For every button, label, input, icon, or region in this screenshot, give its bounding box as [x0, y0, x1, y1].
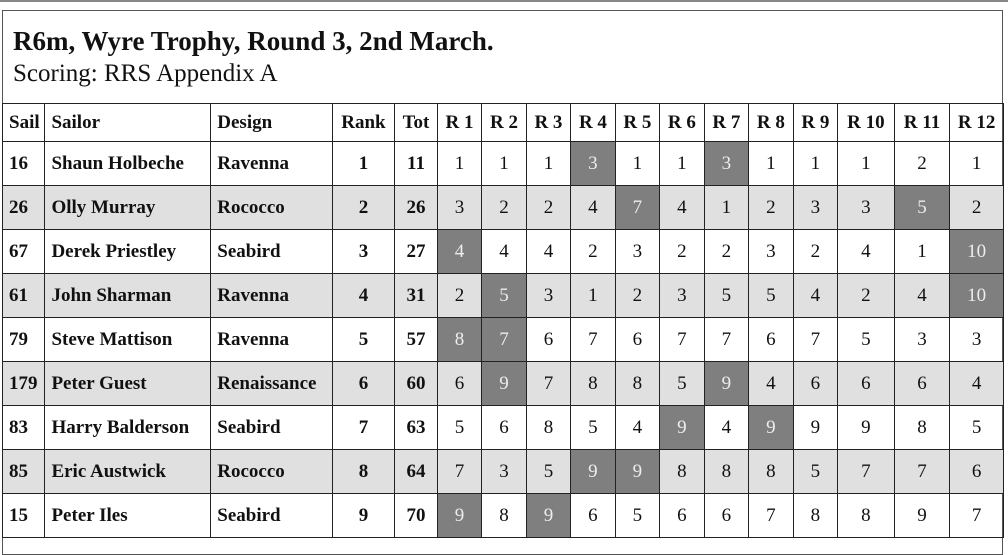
column-header: R 7	[704, 104, 748, 142]
sailor-name-cell: Peter Iles	[45, 494, 211, 538]
total-cell: 70	[395, 494, 437, 538]
column-header: R 4	[571, 104, 615, 142]
race-score-cell: 9	[838, 406, 895, 450]
race-score-discarded-cell: 7	[615, 186, 659, 230]
table-row	[3, 186, 1004, 230]
race-score-discarded-cell: 5	[894, 186, 950, 230]
table-row	[3, 142, 1004, 186]
race-score-discarded-cell: 10	[950, 274, 1004, 318]
race-score-cell: 6	[615, 318, 659, 362]
design-cell: Ravenna	[211, 142, 332, 186]
total-cell: 27	[395, 230, 437, 274]
column-header: R 12	[950, 104, 1004, 142]
race-score-discarded-cell: 9	[749, 406, 793, 450]
race-score-cell: 4	[482, 230, 526, 274]
race-score-cell: 2	[526, 186, 570, 230]
sail-number-cell: 26	[3, 186, 45, 230]
rank-cell: 4	[332, 274, 395, 318]
race-score-cell: 2	[793, 230, 837, 274]
race-score-cell: 5	[660, 362, 704, 406]
race-score-cell: 5	[838, 318, 895, 362]
race-score-discarded-cell: 7	[482, 318, 526, 362]
results-table	[2, 103, 1004, 538]
header-row	[3, 104, 1004, 142]
column-header: Sail	[3, 104, 45, 142]
rank-cell: 3	[332, 230, 395, 274]
table-row	[3, 406, 1004, 450]
table-row	[3, 494, 1004, 538]
race-score-cell: 7	[660, 318, 704, 362]
sail-number-cell: 67	[3, 230, 45, 274]
race-score-cell: 8	[838, 494, 895, 538]
race-score-cell: 1	[749, 142, 793, 186]
race-score-cell: 9	[894, 494, 950, 538]
column-header: Design	[211, 104, 332, 142]
rank-cell: 5	[332, 318, 395, 362]
race-score-cell: 8	[749, 450, 793, 494]
column-header: R 10	[838, 104, 895, 142]
race-score-cell: 1	[437, 142, 481, 186]
results-header	[3, 11, 1002, 89]
table-row	[3, 230, 1004, 274]
race-score-cell: 6	[704, 494, 748, 538]
sail-number-cell: 85	[3, 450, 45, 494]
column-header: R 6	[660, 104, 704, 142]
sail-number-cell: 179	[3, 362, 45, 406]
rank-cell: 9	[332, 494, 395, 538]
sail-number-cell: 83	[3, 406, 45, 450]
race-score-cell: 8	[894, 406, 950, 450]
race-score-cell: 3	[749, 230, 793, 274]
results-panel	[2, 10, 1003, 555]
race-score-cell: 8	[482, 494, 526, 538]
race-score-cell: 3	[437, 186, 481, 230]
sailor-name-cell: Eric Austwick	[45, 450, 211, 494]
race-score-cell: 7	[838, 450, 895, 494]
race-score-cell: 1	[571, 274, 615, 318]
race-score-cell: 3	[838, 186, 895, 230]
rank-cell: 6	[332, 362, 395, 406]
race-score-cell: 2	[571, 230, 615, 274]
column-header: R 2	[482, 104, 526, 142]
table-row	[3, 362, 1004, 406]
race-score-cell: 6	[526, 318, 570, 362]
race-score-cell: 1	[838, 142, 895, 186]
race-score-cell: 7	[526, 362, 570, 406]
total-cell: 11	[395, 142, 437, 186]
race-score-cell: 5	[749, 274, 793, 318]
race-score-cell: 2	[615, 274, 659, 318]
table-row	[3, 274, 1004, 318]
top-rule	[0, 0, 1008, 2]
race-score-cell: 4	[615, 406, 659, 450]
race-score-cell: 4	[526, 230, 570, 274]
sail-number-cell: 16	[3, 142, 45, 186]
race-score-discarded-cell: 9	[526, 494, 570, 538]
race-score-discarded-cell: 9	[615, 450, 659, 494]
race-score-cell: 8	[704, 450, 748, 494]
column-header: R 5	[615, 104, 659, 142]
race-score-cell: 7	[950, 494, 1004, 538]
race-score-cell: 5	[793, 450, 837, 494]
race-score-cell: 4	[793, 274, 837, 318]
column-header: R 11	[894, 104, 950, 142]
design-cell: Seabird	[211, 406, 332, 450]
race-score-cell: 3	[793, 186, 837, 230]
sailor-name-cell: Steve Mattison	[45, 318, 211, 362]
race-score-cell: 5	[704, 274, 748, 318]
sailor-name-cell: John Sharman	[45, 274, 211, 318]
race-score-cell: 2	[437, 274, 481, 318]
race-score-cell: 6	[571, 494, 615, 538]
total-cell: 26	[395, 186, 437, 230]
design-cell: Renaissance	[211, 362, 332, 406]
race-score-cell: 5	[615, 494, 659, 538]
column-header: R 8	[749, 104, 793, 142]
sailor-name-cell: Harry Balderson	[45, 406, 211, 450]
column-header: R 1	[437, 104, 481, 142]
race-score-cell: 4	[838, 230, 895, 274]
race-score-cell: 1	[704, 186, 748, 230]
race-score-cell: 7	[749, 494, 793, 538]
column-header: R 9	[793, 104, 837, 142]
sailor-name-cell: Olly Murray	[45, 186, 211, 230]
race-score-cell: 3	[526, 274, 570, 318]
race-score-cell: 2	[704, 230, 748, 274]
race-score-cell: 4	[894, 274, 950, 318]
race-score-discarded-cell: 10	[950, 230, 1004, 274]
race-score-cell: 2	[749, 186, 793, 230]
race-score-cell: 6	[894, 362, 950, 406]
race-score-cell: 5	[526, 450, 570, 494]
race-score-cell: 1	[950, 142, 1004, 186]
race-score-cell: 7	[704, 318, 748, 362]
race-score-cell: 2	[838, 274, 895, 318]
column-header: R 3	[526, 104, 570, 142]
design-cell: Rococco	[211, 186, 332, 230]
race-score-cell: 3	[615, 230, 659, 274]
design-cell: Ravenna	[211, 274, 332, 318]
race-score-cell: 6	[437, 362, 481, 406]
total-cell: 31	[395, 274, 437, 318]
race-score-cell: 2	[482, 186, 526, 230]
race-score-cell: 3	[660, 274, 704, 318]
race-score-cell: 5	[571, 406, 615, 450]
race-score-cell: 1	[793, 142, 837, 186]
race-score-discarded-cell: 9	[704, 362, 748, 406]
rank-cell: 1	[332, 142, 395, 186]
race-score-cell: 3	[894, 318, 950, 362]
rank-cell: 7	[332, 406, 395, 450]
design-cell: Rococco	[211, 450, 332, 494]
race-score-cell: 8	[571, 362, 615, 406]
race-score-discarded-cell: 9	[437, 494, 481, 538]
total-cell: 57	[395, 318, 437, 362]
race-score-cell: 6	[749, 318, 793, 362]
table-row	[3, 318, 1004, 362]
race-score-cell: 1	[482, 142, 526, 186]
race-score-cell: 5	[437, 406, 481, 450]
sailor-name-cell: Shaun Holbeche	[45, 142, 211, 186]
race-score-discarded-cell: 3	[571, 142, 615, 186]
race-score-cell: 4	[660, 186, 704, 230]
race-score-cell: 7	[793, 318, 837, 362]
design-cell: Seabird	[211, 230, 332, 274]
total-cell: 60	[395, 362, 437, 406]
race-score-cell: 8	[660, 450, 704, 494]
race-score-cell: 1	[615, 142, 659, 186]
sail-number-cell: 15	[3, 494, 45, 538]
race-score-cell: 4	[749, 362, 793, 406]
total-cell: 63	[395, 406, 437, 450]
race-score-cell: 1	[660, 142, 704, 186]
race-score-cell: 7	[437, 450, 481, 494]
race-score-cell: 7	[571, 318, 615, 362]
design-cell: Ravenna	[211, 318, 332, 362]
race-score-cell: 8	[526, 406, 570, 450]
race-score-cell: 4	[571, 186, 615, 230]
race-score-cell: 9	[793, 406, 837, 450]
sail-number-cell: 61	[3, 274, 45, 318]
total-cell: 64	[395, 450, 437, 494]
race-score-cell: 3	[950, 318, 1004, 362]
race-score-discarded-cell: 9	[660, 406, 704, 450]
race-score-cell: 6	[482, 406, 526, 450]
page-title: R6m, Wyre Trophy, Round 3, 2nd March.	[13, 26, 494, 56]
race-score-discarded-cell: 4	[437, 230, 481, 274]
race-score-cell: 1	[526, 142, 570, 186]
race-score-cell: 2	[660, 230, 704, 274]
race-score-discarded-cell: 9	[482, 362, 526, 406]
race-score-cell: 6	[660, 494, 704, 538]
column-header: Sailor	[45, 104, 211, 142]
race-score-cell: 6	[793, 362, 837, 406]
rank-cell: 2	[332, 186, 395, 230]
design-cell: Seabird	[211, 494, 332, 538]
race-score-cell: 8	[615, 362, 659, 406]
race-score-discarded-cell: 9	[571, 450, 615, 494]
results-body	[3, 142, 1004, 538]
column-header: Rank	[332, 104, 395, 142]
race-score-cell: 6	[950, 450, 1004, 494]
race-score-cell: 8	[793, 494, 837, 538]
race-score-discarded-cell: 8	[437, 318, 481, 362]
rank-cell: 8	[332, 450, 395, 494]
race-score-cell: 3	[482, 450, 526, 494]
column-header: Tot	[395, 104, 437, 142]
race-score-cell: 2	[894, 142, 950, 186]
race-score-cell: 6	[838, 362, 895, 406]
race-score-cell: 5	[950, 406, 1004, 450]
sailor-name-cell: Derek Priestley	[45, 230, 211, 274]
race-score-cell: 7	[894, 450, 950, 494]
table-row	[3, 450, 1004, 494]
race-score-cell: 2	[950, 186, 1004, 230]
race-score-cell: 4	[704, 406, 748, 450]
sail-number-cell: 79	[3, 318, 45, 362]
scoring-subtitle: Scoring: RRS Appendix A	[13, 60, 278, 87]
race-score-cell: 1	[894, 230, 950, 274]
race-score-discarded-cell: 3	[704, 142, 748, 186]
sailor-name-cell: Peter Guest	[45, 362, 211, 406]
race-score-cell: 4	[950, 362, 1004, 406]
race-score-discarded-cell: 5	[482, 274, 526, 318]
